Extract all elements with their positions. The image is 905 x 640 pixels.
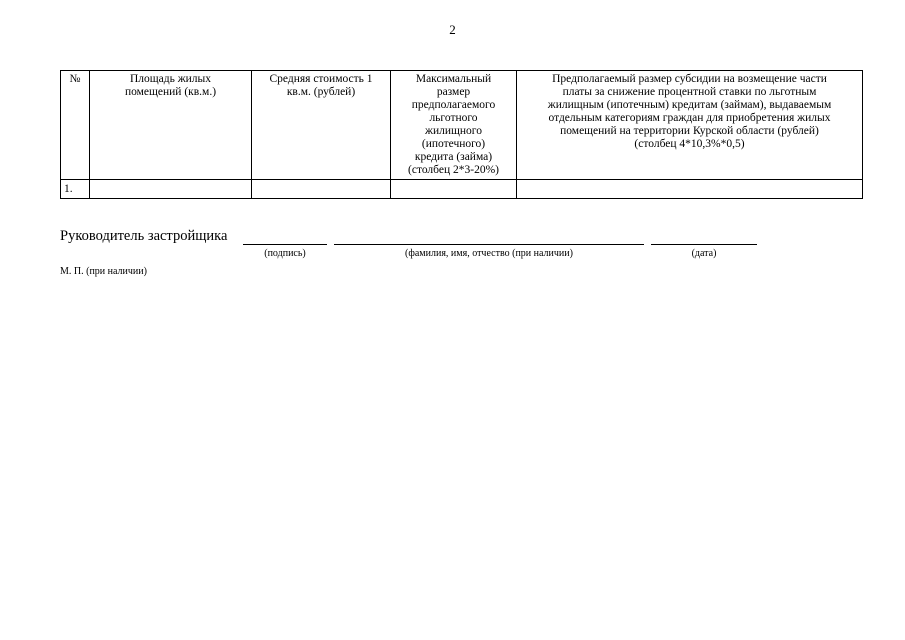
cell-max-credit	[391, 180, 517, 199]
header-subsidy: Предполагаемый размер субсидии на возмещение части платы за снижение процентной ставки по льготным жилищным (ипотечным) кредитам (займам), выдаваемым отдельным категориям граждан для приобретения жилых помещений на территории Курской области (рублей) (столбец 4*10,3%*0,5)	[517, 71, 863, 180]
cell-avg-cost	[252, 180, 391, 199]
signature-title: Руководитель застройщика	[60, 228, 228, 244]
date-caption: (дата)	[691, 248, 717, 259]
full-name-line	[334, 244, 644, 245]
cell-subsidy	[517, 180, 863, 199]
subsidy-table	[60, 70, 863, 199]
table-row	[61, 180, 863, 199]
stamp-note: М. П. (при наличии)	[60, 266, 147, 277]
cell-number: 1.	[61, 180, 90, 199]
header-max-credit: Максимальный размер предполагаемого льготного жилищного (ипотечного) кредита (займа) (столбец 2*3-20%)	[391, 71, 517, 180]
header-number: №	[61, 71, 90, 180]
cell-area	[90, 180, 252, 199]
signature-line	[243, 244, 327, 245]
header-avg-cost: Средняя стоимость 1 кв.м. (рублей)	[252, 71, 391, 180]
header-area: Площадь жилых помещений (кв.м.)	[90, 71, 252, 180]
signature-caption: (подпись)	[264, 248, 306, 259]
date-line	[651, 244, 757, 245]
table-header-row	[61, 71, 863, 180]
page-number: 2	[449, 22, 456, 37]
full-name-caption: (фамилия, имя, отчество (при наличии)	[405, 248, 573, 259]
